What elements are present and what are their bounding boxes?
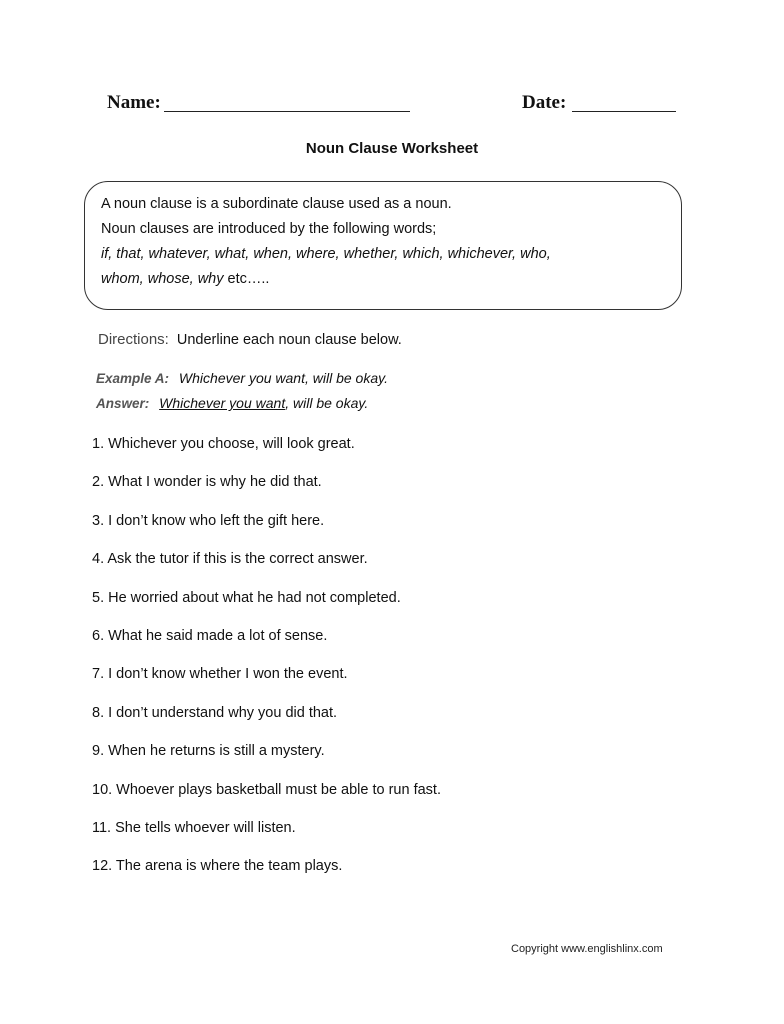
definition-line-4-words: whom, whose, why (101, 271, 224, 287)
list-item: 2. What I wonder is why he did that. (92, 474, 322, 491)
answer-sentence (159, 395, 368, 411)
definition-line-4-etc: etc….. (223, 271, 270, 287)
example-a (96, 370, 388, 386)
date-blank-line (572, 111, 676, 112)
example-answer (96, 395, 368, 411)
list-item: 7. I don’t know whether I won the event. (92, 666, 348, 683)
definition-line-2: Noun clauses are introduced by the following words; (101, 221, 437, 237)
directions-text: Underline each noun clause below. (176, 332, 402, 348)
date-label: Date: (522, 92, 567, 113)
list-item: 3. I don’t know who left the gift here. (92, 512, 325, 529)
answer-underlined-clause: Whichever you want (159, 395, 286, 411)
list-item: 6. What he said made a lot of sense. (92, 627, 328, 644)
list-item: 4. Ask the tutor if this is the correct answer. (92, 551, 368, 568)
definition-line-1: A noun clause is a subordinate clause used as a noun. (101, 196, 452, 212)
list-item: 1. Whichever you choose, will look great. (92, 436, 355, 452)
header-row (107, 92, 677, 118)
example-sentence: Whichever you want, will be okay. (178, 370, 388, 386)
definition-box (84, 181, 682, 310)
definition-line-3: if, that, whatever, what, when, where, whether, which, whichever, who, (101, 246, 551, 262)
list-item: 9. When he returns is still a mystery. (92, 743, 325, 760)
copyright-text: Copyright www.englishlinx.com (511, 943, 663, 955)
list-item: 8. I don’t understand why you did that. (92, 704, 338, 721)
list-item: 5. He worried about what he had not completed. (92, 589, 401, 606)
definition-line-4 (101, 267, 665, 292)
list-item: 12. The arena is where the team plays. (92, 858, 343, 875)
list-item: 10. Whoever plays basketball must be able to run fast. (92, 781, 441, 798)
name-blank-line (164, 111, 410, 112)
example-label: Example A: (96, 371, 170, 386)
page-title: Noun Clause Worksheet (305, 140, 479, 157)
answer-rest: , will be okay. (285, 395, 369, 411)
sentence-list (92, 433, 441, 894)
name-label: Name: (107, 92, 161, 113)
directions (98, 331, 402, 348)
answer-label: Answer: (96, 396, 150, 411)
list-item: 11. She tells whoever will listen. (92, 819, 296, 836)
directions-label: Directions: (98, 331, 169, 348)
